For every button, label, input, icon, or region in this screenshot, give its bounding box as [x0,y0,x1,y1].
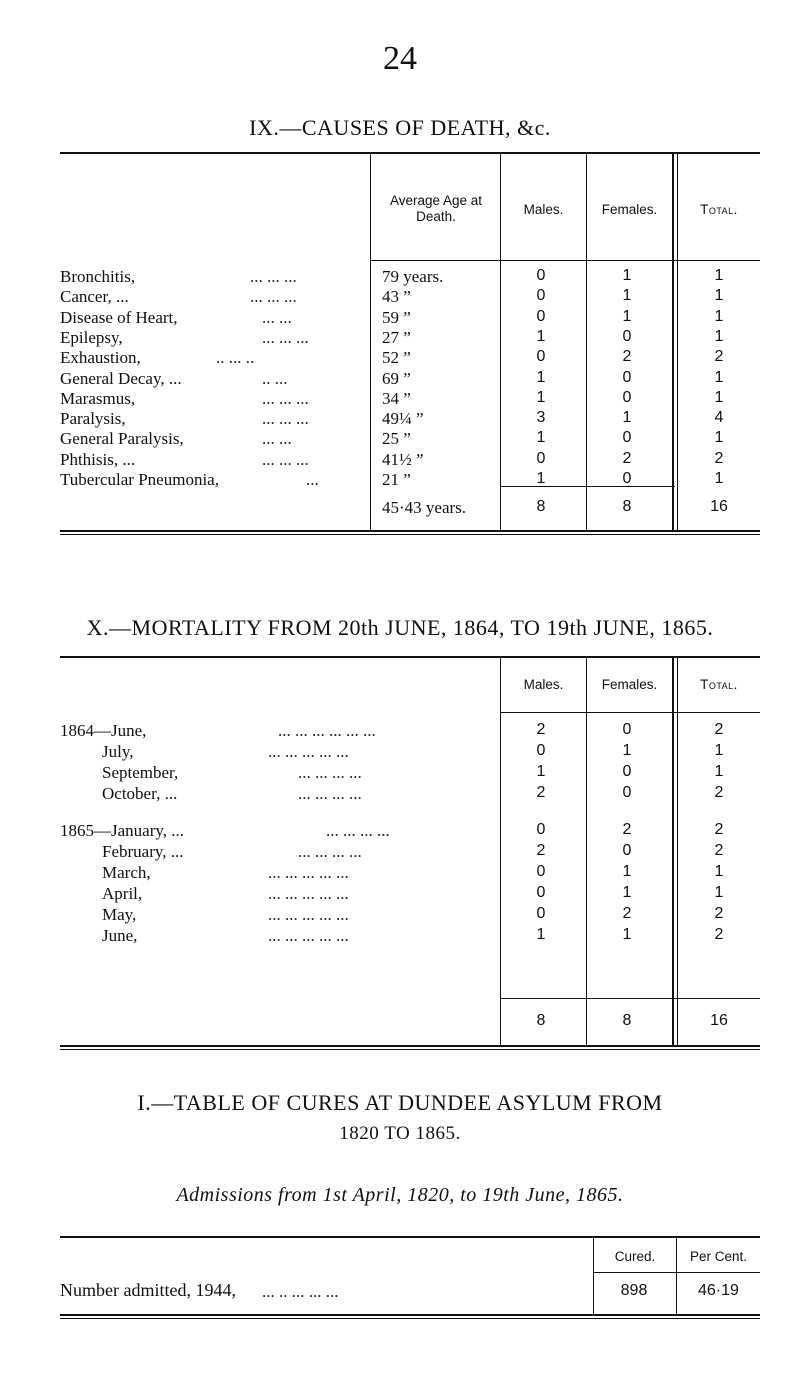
per-cent-value: 46·19 [698,1282,739,1299]
cause-label: Disease of Heart, [60,308,178,327]
total-value: 1 [714,884,724,901]
table-top-rule [60,152,760,154]
cause-label: Paralysis, [60,409,126,428]
males-value: 0 [536,450,546,467]
total-value: 1 [714,308,724,325]
age-value: 69 ” [382,369,411,388]
leader-dots: ... ... ... ... ... [268,863,349,882]
leader-dots: ... .. ... ... ... [262,1282,339,1301]
cause-label: General Paralysis, [60,429,184,448]
females-value: 0 [622,389,632,406]
leader-dots: ... ... ... [262,409,309,428]
header-males: Males. [523,677,564,692]
leader-dots: ... ... [262,308,292,327]
age-value: 49¼ ” [382,409,424,428]
males-value: 0 [536,905,546,922]
females-value: 1 [622,884,632,901]
age-value: 43 ” [382,287,411,306]
males-value: 0 [536,287,546,304]
females-value: 1 [622,742,632,759]
cause-label: General Decay, ... [60,369,182,388]
males-value: 1 [536,328,546,345]
males-value: 2 [536,842,546,859]
cause-label: Bronchitis, [60,267,136,286]
leader-dots: ... ... ... ... [326,821,390,840]
leader-dots: ... ... ... ... [298,784,362,803]
month-label: April, [102,884,143,903]
table-bottom-rule [60,1045,760,1047]
total-value: 2 [714,821,724,838]
total-value: 2 [714,450,724,467]
cured-value: 898 [620,1282,648,1299]
males-value: 1 [536,763,546,780]
leader-dots: ... ... ... ... ... ... [278,721,376,740]
males-value: 0 [536,267,546,284]
leader-dots: ... ... ... ... ... [268,926,349,945]
males-value: 1 [536,926,546,943]
total-rule [500,998,760,999]
cause-label: Phthisis, ... [60,450,136,469]
header-females: Females. [601,677,658,692]
column-divider [500,657,501,1045]
leader-dots: .. ... .. [216,348,255,367]
section-ix-title: IX.—CAUSES OF DEATH, &c. [249,115,551,140]
females-value: 0 [622,429,632,446]
table-top-rule [60,1236,760,1238]
cause-label: Exhaustion, [60,348,141,367]
females-value: 1 [622,926,632,943]
total-females: 8 [622,498,632,515]
females-value: 1 [622,863,632,880]
total-value: 1 [714,470,724,487]
age-value: 41½ ” [382,450,424,469]
table-bottom-rule-thin [60,1049,760,1050]
females-value: 0 [622,784,632,801]
females-value: 1 [622,267,632,284]
section-i-title-line2: 1820 TO 1865. [339,1123,461,1144]
month-label: September, [102,763,179,782]
header-females: Females. [601,202,658,217]
total-value: 2 [714,842,724,859]
total-males: 8 [536,1012,546,1029]
total-total: 16 [710,498,728,515]
total-age: 45·43 years. [382,498,467,517]
column-divider [677,657,678,1045]
total-value: 1 [714,287,724,304]
males-value: 0 [536,348,546,365]
column-divider [370,153,371,530]
table-bottom-rule [60,1314,760,1316]
leader-dots: ... ... ... ... ... [268,884,349,903]
month-label: July, [102,742,134,761]
cause-label: Tubercular Pneumonia, [60,470,219,489]
age-value: 52 ” [382,348,411,367]
month-label: 1865—January, ... [60,821,185,840]
page-number: 24 [383,40,417,77]
males-value: 0 [536,742,546,759]
total-value: 1 [714,369,724,386]
section-i-title-line1: I.—TABLE OF CURES AT DUNDEE ASYLUM FROM [137,1090,663,1115]
total-value: 1 [714,389,724,406]
table-bottom-rule [60,530,760,532]
header-total: Total. [700,677,738,692]
total-value: 1 [714,429,724,446]
header-per-cent: Per Cent. [689,1249,748,1264]
males-value: 2 [536,721,546,738]
males-value: 0 [536,884,546,901]
month-label: October, ... [102,784,178,803]
cause-label: Epilepsy, [60,328,123,347]
header-cured: Cured. [614,1249,656,1264]
males-value: 0 [536,308,546,325]
month-label: June, [102,926,138,945]
males-value: 3 [536,409,546,426]
leader-dots: ... ... ... [250,267,297,286]
females-value: 1 [622,409,632,426]
age-value: 34 ” [382,389,411,408]
header-rule [500,712,760,713]
month-label: March, [102,863,151,882]
females-value: 2 [622,821,632,838]
age-value: 27 ” [382,328,411,347]
header-males: Males. [523,202,564,217]
column-divider [672,657,674,1045]
cause-label: Marasmus, [60,389,136,408]
column-divider [586,657,587,1045]
males-value: 1 [536,470,546,487]
leader-dots: ... ... ... [250,287,297,306]
age-value: 25 ” [382,429,411,448]
header-age: Average Age at Death. [389,193,483,224]
total-value: 2 [714,348,724,365]
males-value: 2 [536,784,546,801]
section-i-subtitle: Admissions from 1st April, 1820, to 19th June, 1865. [176,1184,624,1206]
table-top-rule [60,656,760,658]
section-x-title: X.—MORTALITY FROM 20th JUNE, 1864, TO 19th JUNE, 1865. [86,615,714,640]
total-females: 8 [622,1012,632,1029]
males-value: 0 [536,863,546,880]
females-value: 2 [622,905,632,922]
leader-dots: ... ... ... ... [298,842,362,861]
month-label: 1864—June, [60,721,147,740]
table-bottom-rule-thin [60,534,760,535]
leader-dots: ... ... [262,429,292,448]
leader-dots: ... ... ... [262,328,309,347]
leader-dots: ... [306,470,319,489]
males-value: 1 [536,389,546,406]
males-value: 1 [536,369,546,386]
females-value: 0 [622,328,632,345]
females-value: 0 [622,369,632,386]
total-value: 2 [714,905,724,922]
females-value: 0 [622,721,632,738]
leader-dots: ... ... ... [262,389,309,408]
females-value: 0 [622,763,632,780]
leader-dots: ... ... ... ... ... [268,742,349,761]
total-value: 1 [714,328,724,345]
total-value: 2 [714,721,724,738]
column-divider [672,153,674,530]
total-value: 1 [714,267,724,284]
females-value: 2 [622,348,632,365]
cause-label: Cancer, ... [60,287,129,306]
age-value: 79 years. [382,267,444,286]
males-value: 1 [536,429,546,446]
total-value: 4 [714,409,724,426]
total-value: 1 [714,763,724,780]
leader-dots: .. ... [262,369,288,388]
females-value: 2 [622,450,632,467]
leader-dots: ... ... ... ... ... [268,905,349,924]
header-rule [370,260,760,261]
header-total: Total. [700,202,738,217]
males-value: 0 [536,821,546,838]
females-value: 1 [622,287,632,304]
total-value: 1 [714,863,724,880]
total-value: 2 [714,926,724,943]
total-total: 16 [710,1012,728,1029]
females-value: 0 [622,470,632,487]
age-value: 59 ” [382,308,411,327]
total-value: 1 [714,742,724,759]
row-label: Number admitted, 1944, [60,1280,236,1300]
females-value: 0 [622,842,632,859]
leader-dots: ... ... ... [262,450,309,469]
females-value: 1 [622,308,632,325]
age-value: 21 ” [382,470,411,489]
total-males: 8 [536,498,546,515]
total-value: 2 [714,784,724,801]
month-label: May, [102,905,137,924]
table-bottom-rule-thin [60,1318,760,1319]
month-label: February, ... [102,842,184,861]
leader-dots: ... ... ... ... [298,763,362,782]
